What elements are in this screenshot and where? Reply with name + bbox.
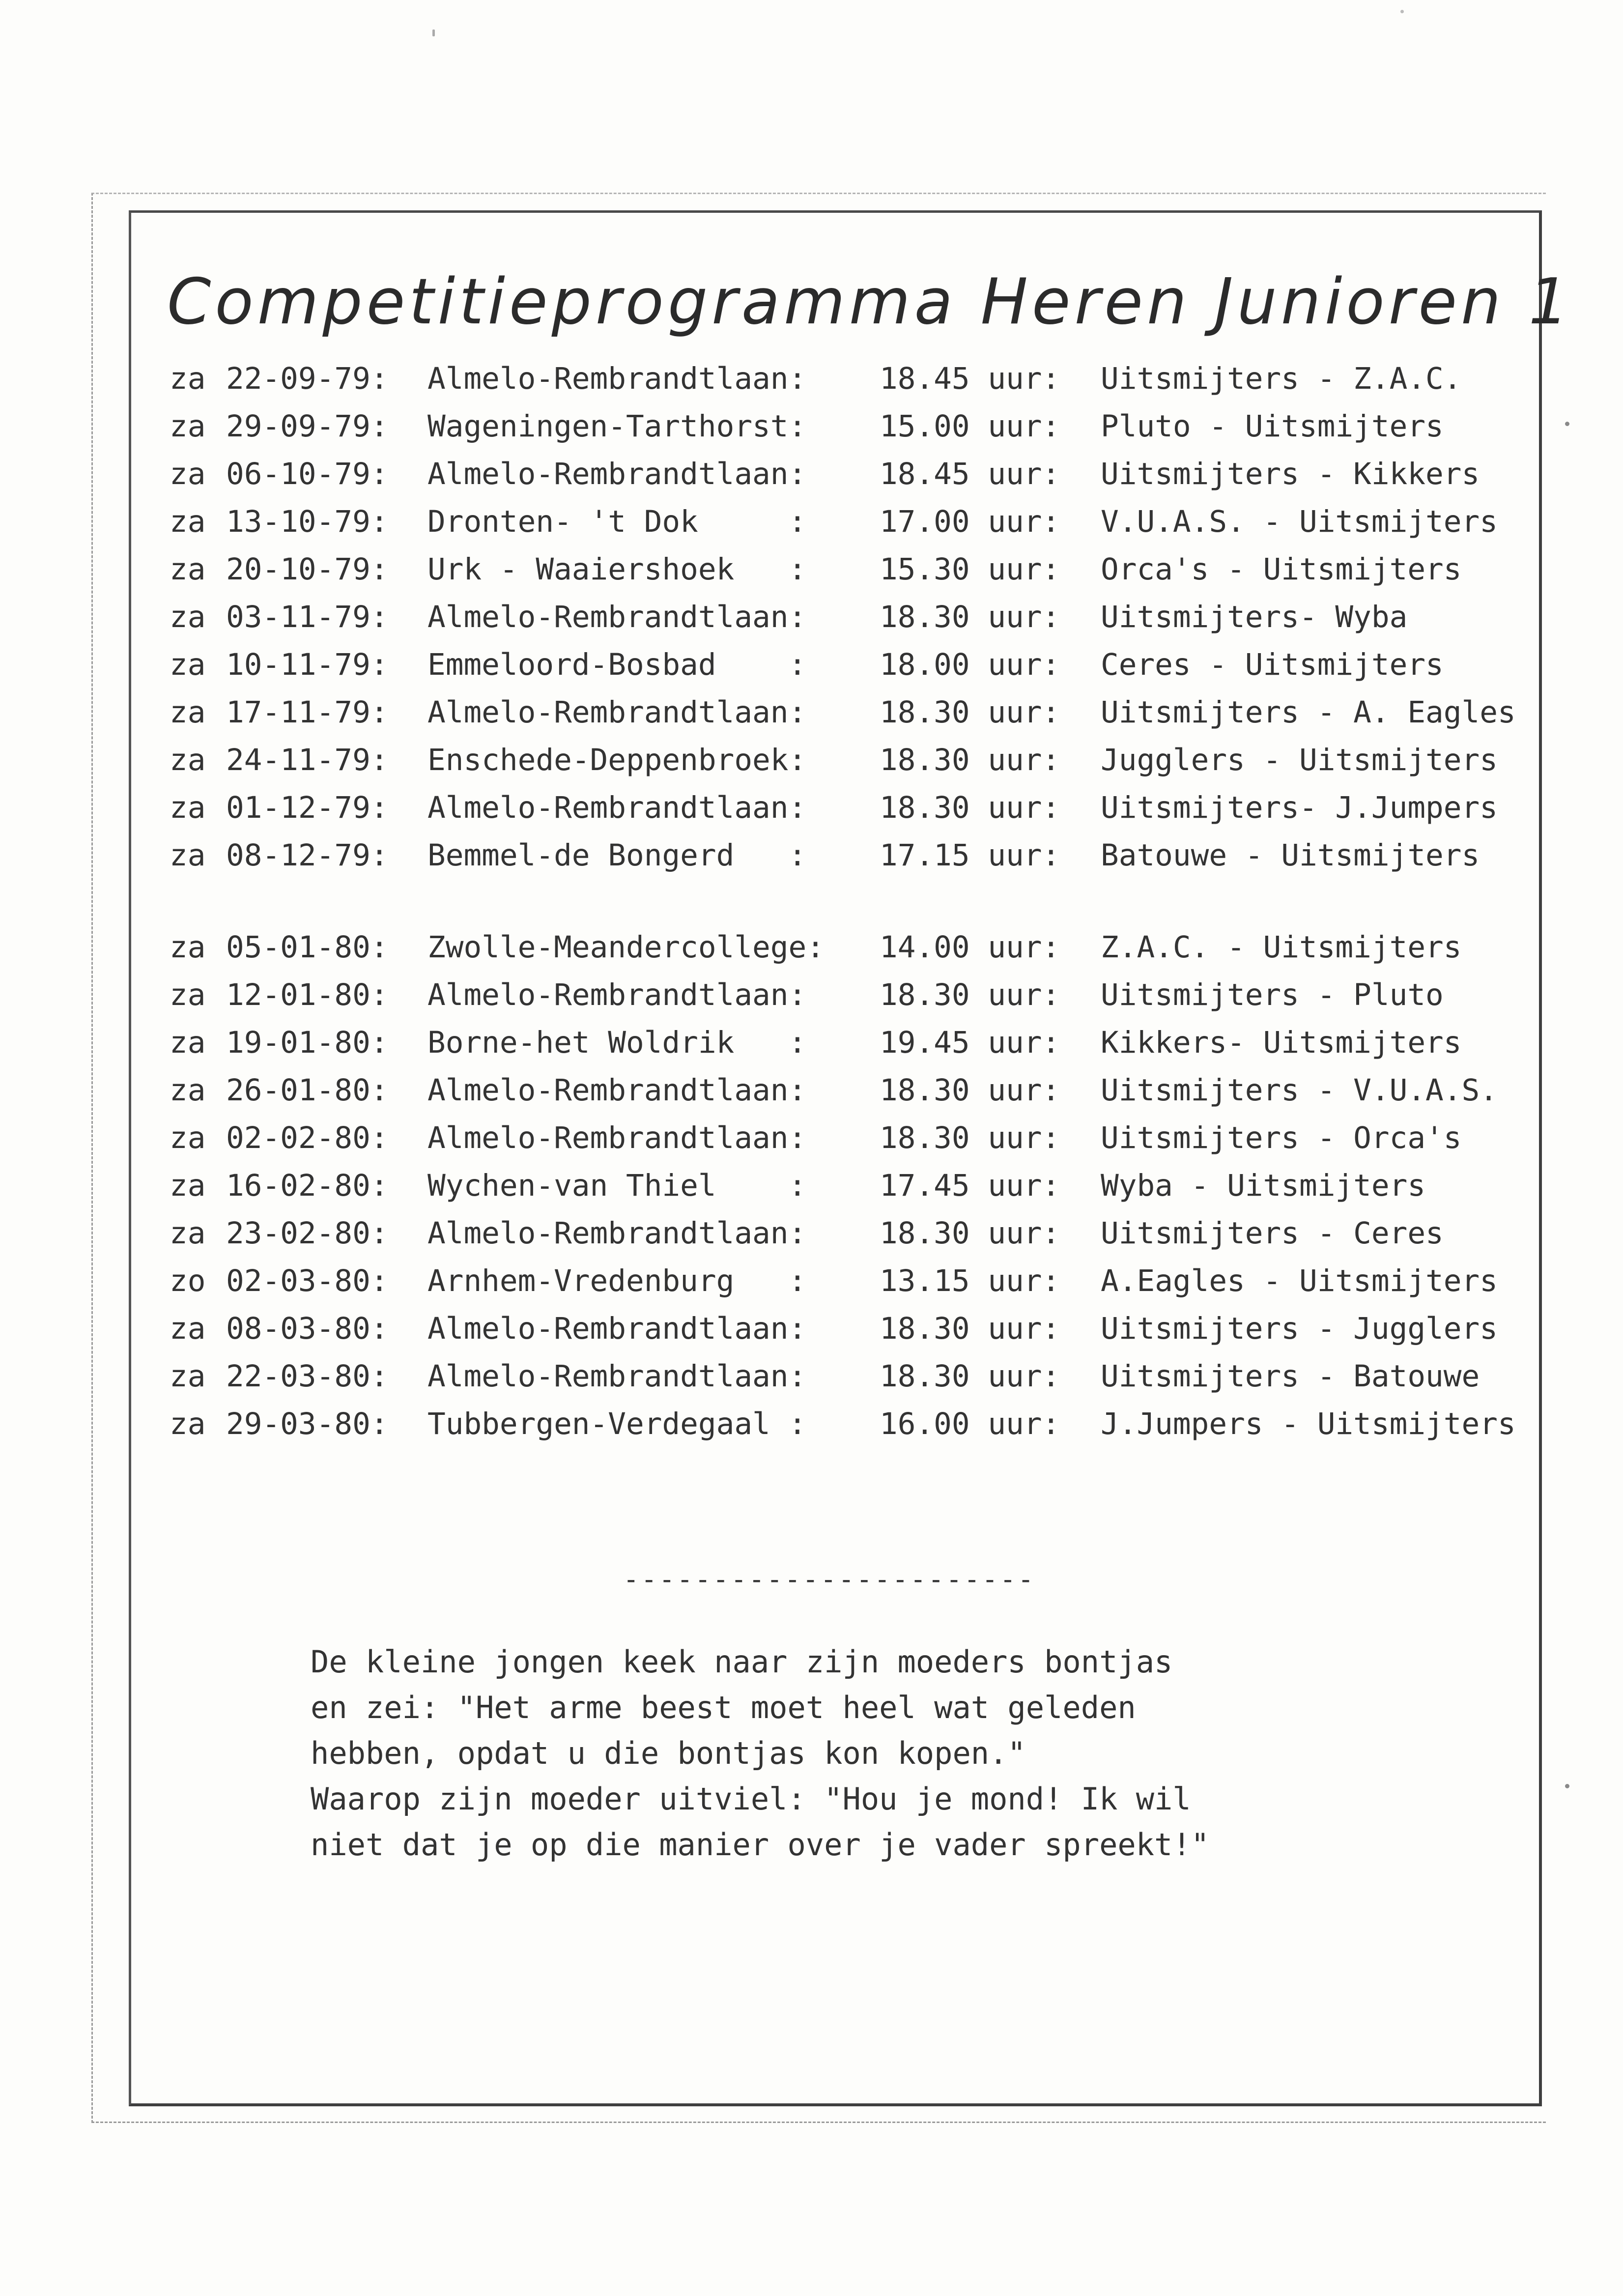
match-time: 18.45 uur: (880, 361, 1060, 396)
match-date: 10-11-79: (226, 647, 389, 682)
match-date: 22-03-80: (226, 1359, 389, 1394)
match-teams: Uitsmijters - Kikkers (1101, 457, 1480, 491)
match-day: za (170, 504, 206, 539)
match-teams: Wyba - Uitsmijters (1101, 1168, 1426, 1203)
match-day: za (170, 930, 206, 965)
match-date: 29-09-79: (226, 409, 389, 444)
schedule-row (170, 971, 1526, 1019)
match-date: 24-11-79: (226, 743, 389, 777)
match-teams: Uitsmijters - Ceres (1101, 1216, 1444, 1251)
schedule-row (170, 355, 1526, 402)
match-day: za (170, 1406, 206, 1441)
match-day: za (170, 1168, 206, 1203)
match-date: 02-03-80: (226, 1263, 389, 1298)
match-teams: Uitsmijters - Z.A.C. (1101, 361, 1462, 396)
schedule-row (170, 545, 1526, 593)
match-venue: Zwolle-Meandercollege: (427, 930, 825, 965)
match-day: za (170, 361, 206, 396)
schedule-row (170, 641, 1526, 689)
match-teams: Uitsmijters- Wyba (1101, 600, 1408, 634)
match-teams: Uitsmijters - Batouwe (1101, 1359, 1480, 1394)
page-title: Competitieprogramma Heren Junioren 1 (167, 265, 1573, 339)
match-time: 18.30 uur: (880, 743, 1060, 777)
match-time: 13.15 uur: (880, 1263, 1060, 1298)
schedule-row (170, 736, 1526, 784)
schedule-part-1979 (170, 355, 1526, 879)
match-time: 18.00 uur: (880, 647, 1060, 682)
match-day: za (170, 1359, 206, 1394)
schedule-row (170, 402, 1526, 450)
match-day: za (170, 1311, 206, 1346)
match-venue: Almelo-Rembrandtlaan: (427, 361, 807, 396)
match-time: 18.30 uur: (880, 1216, 1060, 1251)
schedule-row (170, 923, 1526, 971)
match-time: 18.30 uur: (880, 1073, 1060, 1108)
match-time: 18.30 uur: (880, 977, 1060, 1012)
match-venue: Almelo-Rembrandtlaan: (427, 600, 807, 634)
match-day: za (170, 838, 206, 873)
match-day: za (170, 600, 206, 634)
match-teams: Kikkers- Uitsmijters (1101, 1025, 1462, 1060)
match-venue: Emmeloord-Bosbad : (427, 647, 807, 682)
joke-line: hebben, opdat u die bontjas kon kopen." (311, 1735, 1026, 1771)
scan-speck (1400, 10, 1404, 13)
match-venue: Wychen-van Thiel : (427, 1168, 807, 1203)
match-time: 18.30 uur: (880, 1311, 1060, 1346)
match-day: za (170, 647, 206, 682)
match-teams: Uitsmijters- J.Jumpers (1101, 790, 1498, 825)
schedule-row (170, 689, 1526, 736)
match-venue: Almelo-Rembrandtlaan: (427, 790, 807, 825)
match-time: 17.15 uur: (880, 838, 1060, 873)
match-date: 06-10-79: (226, 457, 389, 491)
schedule-row (170, 1162, 1526, 1209)
match-time: 18.30 uur: (880, 790, 1060, 825)
match-day: za (170, 1073, 206, 1108)
match-date: 16-02-80: (226, 1168, 389, 1203)
match-date: 17-11-79: (226, 695, 389, 730)
match-date: 12-01-80: (226, 977, 389, 1012)
schedule-row (170, 784, 1526, 832)
match-teams: Jugglers - Uitsmijters (1101, 743, 1498, 777)
schedule-row (170, 1019, 1526, 1066)
separator-line: ----------------------- (623, 1564, 1036, 1595)
match-day: zo (170, 1263, 206, 1298)
schedule-row (170, 1257, 1526, 1305)
match-day: za (170, 552, 206, 587)
schedule-row (170, 1400, 1526, 1448)
match-date: 19-01-80: (226, 1025, 389, 1060)
match-teams: Pluto - Uitsmijters (1101, 409, 1444, 444)
match-teams: Uitsmijters - V.U.A.S. (1101, 1073, 1498, 1108)
match-venue: Dronten- 't Dok : (427, 504, 807, 539)
match-date: 03-11-79: (226, 600, 389, 634)
schedule-gap (170, 879, 1526, 923)
match-time: 17.00 uur: (880, 504, 1060, 539)
match-time: 16.00 uur: (880, 1406, 1060, 1441)
match-teams: Orca's - Uitsmijters (1101, 552, 1462, 587)
match-date: 08-03-80: (226, 1311, 389, 1346)
match-venue: Bemmel-de Bongerd : (427, 838, 807, 873)
match-day: za (170, 743, 206, 777)
match-venue: Almelo-Rembrandtlaan: (427, 977, 807, 1012)
schedule-row (170, 1305, 1526, 1352)
match-teams: V.U.A.S. - Uitsmijters (1101, 504, 1498, 539)
match-time: 18.30 uur: (880, 695, 1060, 730)
schedule-row (170, 1066, 1526, 1114)
scan-speck (432, 29, 435, 36)
match-date: 20-10-79: (226, 552, 389, 587)
schedule-row (170, 593, 1526, 641)
match-venue: Almelo-Rembrandtlaan: (427, 1311, 807, 1346)
match-day: za (170, 409, 206, 444)
match-day: za (170, 1025, 206, 1060)
match-time: 17.45 uur: (880, 1168, 1060, 1203)
match-time: 15.30 uur: (880, 552, 1060, 587)
schedule-row (170, 1114, 1526, 1162)
match-venue: Almelo-Rembrandtlaan: (427, 457, 807, 491)
match-date: 01-12-79: (226, 790, 389, 825)
match-venue: Wageningen-Tarthorst: (427, 409, 807, 444)
match-time: 18.45 uur: (880, 457, 1060, 491)
match-time: 18.30 uur: (880, 600, 1060, 634)
match-day: za (170, 1120, 206, 1155)
match-venue: Almelo-Rembrandtlaan: (427, 1216, 807, 1251)
match-day: za (170, 1216, 206, 1251)
match-day: za (170, 695, 206, 730)
schedule-row (170, 498, 1526, 545)
match-time: 15.00 uur: (880, 409, 1060, 444)
scan-speck (1565, 1784, 1569, 1788)
match-time: 14.00 uur: (880, 930, 1060, 965)
match-date: 29-03-80: (226, 1406, 389, 1441)
match-time: 18.30 uur: (880, 1120, 1060, 1155)
match-teams: Ceres - Uitsmijters (1101, 647, 1444, 682)
schedule-row (170, 1209, 1526, 1257)
match-venue: Enschede-Deppenbroek: (427, 743, 807, 777)
joke-paragraph (311, 1639, 1392, 1867)
match-teams: J.Jumpers - Uitsmijters (1101, 1406, 1516, 1441)
match-venue: Borne-het Woldrik : (427, 1025, 807, 1060)
match-teams: Uitsmijters - A. Eagles (1101, 695, 1516, 730)
match-date: 08-12-79: (226, 838, 389, 873)
match-day: za (170, 977, 206, 1012)
match-venue: Almelo-Rembrandtlaan: (427, 695, 807, 730)
schedule-row (170, 450, 1526, 498)
joke-line: De kleine jongen keek naar zijn moeders bontjas (311, 1644, 1173, 1680)
match-venue: Almelo-Rembrandtlaan: (427, 1120, 807, 1155)
match-date: 02-02-80: (226, 1120, 389, 1155)
match-teams: Batouwe - Uitsmijters (1101, 838, 1480, 873)
match-date: 05-01-80: (226, 930, 389, 965)
match-venue: Almelo-Rembrandtlaan: (427, 1073, 807, 1108)
match-date: 26-01-80: (226, 1073, 389, 1108)
joke-line: niet dat je op die manier over je vader spreekt!" (311, 1827, 1210, 1863)
schedule-row (170, 832, 1526, 879)
match-time: 19.45 uur: (880, 1025, 1060, 1060)
match-teams: Z.A.C. - Uitsmijters (1101, 930, 1462, 965)
match-day: za (170, 790, 206, 825)
match-teams: Uitsmijters - Jugglers (1101, 1311, 1498, 1346)
match-venue: Urk - Waaiershoek : (427, 552, 807, 587)
match-teams: Uitsmijters - Orca's (1101, 1120, 1462, 1155)
match-venue: Arnhem-Vredenburg : (427, 1263, 807, 1298)
match-venue: Almelo-Rembrandtlaan: (427, 1359, 807, 1394)
match-teams: Uitsmijters - Pluto (1101, 977, 1444, 1012)
match-time: 18.30 uur: (880, 1359, 1060, 1394)
joke-line: Waarop zijn moeder uitviel: "Hou je mond! Ik wil (311, 1781, 1191, 1817)
joke-line: en zei: "Het arme beest moet heel wat geleden (311, 1690, 1136, 1725)
match-day: za (170, 457, 206, 491)
match-date: 23-02-80: (226, 1216, 389, 1251)
match-venue: Tubbergen-Verdegaal : (427, 1406, 807, 1441)
schedule-row (170, 1352, 1526, 1400)
match-teams: A.Eagles - Uitsmijters (1101, 1263, 1498, 1298)
schedule-part-1980 (170, 923, 1526, 1448)
match-date: 13-10-79: (226, 504, 389, 539)
scan-speck (1565, 422, 1569, 426)
schedule-table (170, 355, 1526, 1448)
match-date: 22-09-79: (226, 361, 389, 396)
